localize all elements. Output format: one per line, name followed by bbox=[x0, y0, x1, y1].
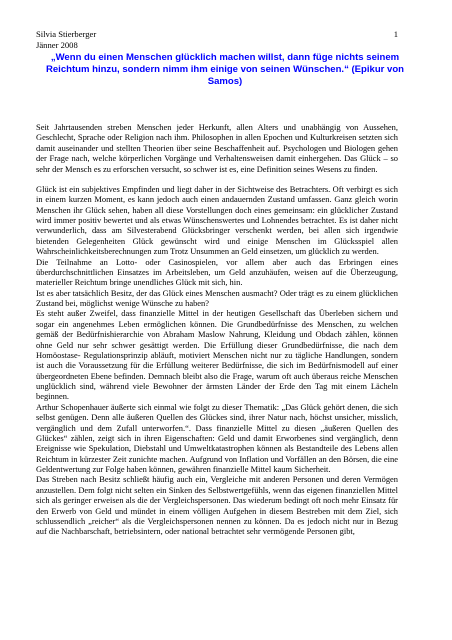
paragraph: Glück ist ein subjektives Empfinden und liegt daher in der Sichtweise des Betrachters. Oft verbirgt es sich in einem kurzen Moment, es kann jedoch auch einen andauernden Zustand umfassen. Ganz gleich worin Menschen ihr Glück sehen, haben all diese Vorstellungen doch eines gemeinsam: ein glücklicher Zustand wird immer positiv bewertet und als etwas Wünschenswertes und Lohnendes betrachtet. Es ist daher nicht verwunderlich, dass am Silvesterabend Glücksbringer verschenkt werden, bei allen sich irgendwie bietenden Gelegenheiten Glück gewünscht wird und einige Menschen im Glücksspiel allen Wahrscheinlichkeitsberechnungen zum Trotz Unsummen an Geld einsetzen, um glücklich zu werden. bbox=[36, 183, 398, 257]
paragraph: Ist es aber tatsächlich Besitz, der das Glück eines Menschen ausmacht? Oder trägt es zu einem glücklichen Zustand bei, möglichst wenige Wünsche zu haben? bbox=[36, 287, 398, 308]
header-date: Jänner 2008 bbox=[36, 39, 78, 50]
page-header bbox=[36, 29, 96, 50]
paragraph-intro: Seit Jahrtausenden streben Menschen jeder Herkunft, allen Alters und unabhängig von Aussehen, Geschlecht, Sprache oder Religion nach ihm. Philosophen in allen Epochen und Kulturkreisen setzten sich damit auseinander und stellten Theorien über seine Beschaffenheit auf. Psychologen und Biologen gehen der Frage nach, welche körperlichen Vorgänge und Verhaltensweisen damit einhergehen. Das Glück – so sehr der Mensch es zu erforschen versucht, so schwer ist es, eine Definition seines Wesens zu finden. bbox=[36, 122, 398, 174]
header-author: Silvia Stierberger bbox=[36, 29, 97, 39]
page-number: 1 bbox=[393, 29, 398, 39]
paragraph: Arthur Schopenhauer äußerte sich einmal wie folgt zu dieser Thematik: „Das Glück gehört denen, die sich selbst genügen. Denn alle äußeren Quellen des Glückes sind, ihrer Natur nach, höchst unsicher, misslich, vergänglich und dem Zufall unterworfen.“. Dass finanzielle Mittel zu diesen „äußeren Quellen des Glückes“ zählen, zeigt sich in ihren Eigenschaften: Geld und damit Erworbenes sind vergänglich, denn Ereignisse wie Spekulation, Diebstahl und Umweltkatastrophen können als Bestandteile des Lebens allen Reichtum in kürzester Zeit zunichte machen. Aufgrund von Inflation und Vorfällen an den Börsen, die eine Geldentwertung zur Folge haben können, gewähren finanzielle Mittel kaum Sicherheit. bbox=[36, 401, 398, 474]
paragraph: Es steht außer Zweifel, dass finanzielle Mittel in der heutigen Gesellschaft das Überleben sichern und sogar ein angenehmes Leben ermöglichen können. Die Grundbedürfnisse des Menschen, zu welchen gemäß der Bedürfnishierarchie von Abraham Maslow Nahrung, Kleidung und Obdach zählen, können ohne Geld nur sehr schwer gesättigt werden. Die Erfüllung dieser Grundbedürfnisse, die nach dem Homöostase- Regulationsprinzip abläuft, motiviert Menschen nicht nur zu tägliche Handlungen, sondern ist auch die Voraussetzung für die Erfüllung weiterer Bedürfnisse, die sich im Bedürfnismodell auf einer übergeordneten Ebene befinden. Demnach bleibt also die Frage, warum oft auch überaus reiche Menschen unglücklich sind, während viele Bewohner der ärmsten Länder der Erde den Tag mit einem Lächeln beginnen. bbox=[36, 308, 398, 402]
body-text bbox=[36, 122, 398, 537]
paragraph: Das Streben nach Besitz schließt häufig auch ein, Vergleiche mit anderen Personen und deren Vermögen anzustellen. Dem folgt nicht selten ein Sinken des Selbstwertgefühls, wenn das eigenen finanziellen Mittel sich als geringer erweisen als die der Vergleichspersonen. Das wiederum bedingt oft noch mehr Einsatz für den Erwerb von Geld und mündet in einem völligen Aufgehen in diesem Bestreben mit dem Ziel, sich schlussendlich „reicher“ als die Vergleichspersonen nennen zu können. Da es jedoch nicht nur in Bezug auf die Nachbarschaft, betriebsintern, oder national betrachtet sehr vermögende Personen gibt, bbox=[36, 474, 398, 537]
paragraph: Die Teilnahme an Lotto- oder Casinospielen, vor allem aber auch das Erbringen eines überdurchschnittlichen Einsatzes im Arbeitsleben, um Geld anzuhäufen, weisen auf die Überzeugung, materieller Reichtum bringe unendliches Glück mit sich, hin. bbox=[36, 256, 398, 288]
page-title: „Wenn du einen Menschen glücklich machen willst, dann füge nichts seinem Reichtum hinzu, sondern nimm ihm einige von seinen Wünschen.“ (Epikur von Samos) bbox=[45, 52, 405, 87]
